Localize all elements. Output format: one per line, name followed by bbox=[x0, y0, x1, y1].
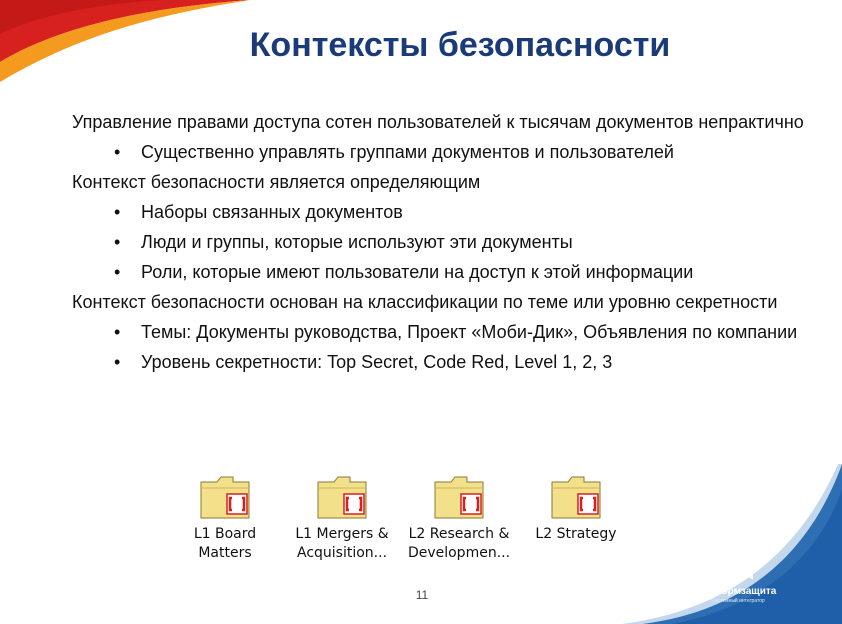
secured-folder-icon bbox=[550, 474, 602, 520]
bullet-item-level2 bbox=[72, 140, 812, 165]
bullet-item-level1: Контекст безопасности является определяющим bbox=[72, 172, 481, 192]
bullet-text: Уровень секретности: Top Secret, Code Red, Level 1, 2, 3 bbox=[141, 352, 613, 372]
bullet-item-level2 bbox=[72, 200, 812, 225]
bullet-text: Роли, которые имеют пользователи на доступ к этой информации bbox=[141, 262, 694, 282]
folder-item[interactable] bbox=[170, 474, 280, 563]
bullet-dot-icon: • bbox=[114, 352, 121, 372]
folder-item[interactable] bbox=[404, 474, 514, 563]
bullet-text: Существенно управлять группами документов и пользователей bbox=[141, 142, 674, 162]
bullet-dot-icon: • bbox=[114, 322, 121, 342]
secured-folder-icon bbox=[316, 474, 368, 520]
logo-name: Информзащита bbox=[699, 586, 777, 597]
logo-tagline: Системный интегратор bbox=[711, 598, 765, 604]
slide-body bbox=[72, 110, 812, 380]
slide-title: Контексты безопасности bbox=[249, 26, 671, 64]
bullet-item-level2 bbox=[72, 320, 812, 345]
bullet-text: Наборы связанных документов bbox=[141, 202, 403, 222]
folder-label: L1 Board bbox=[193, 526, 257, 542]
folder-label: Matters bbox=[198, 545, 252, 561]
folder-label: L2 Research & bbox=[408, 526, 510, 542]
folder-label: L2 Strategy bbox=[535, 526, 617, 542]
bullet-item-level1: Контекст безопасности основан на классификации по теме или уровню секретности bbox=[72, 292, 778, 312]
bullet-text: Люди и группы, которые используют эти документы bbox=[141, 232, 573, 252]
folder-label: L1 Mergers & bbox=[295, 526, 389, 542]
folder-label: Developmen... bbox=[407, 545, 511, 561]
page-number: 11 bbox=[415, 588, 429, 602]
folder-label: Acquisition... bbox=[296, 545, 388, 561]
bullet-dot-icon: • bbox=[114, 232, 121, 252]
secured-folder-icon bbox=[433, 474, 485, 520]
bullet-dot-icon: • bbox=[114, 262, 121, 282]
informzashita-logo-icon bbox=[718, 546, 758, 584]
folder-item[interactable] bbox=[521, 474, 631, 544]
company-logo bbox=[688, 546, 788, 604]
secured-folder-icon bbox=[199, 474, 251, 520]
bullet-item-level1: Управление правами доступа сотен пользователей к тысячам документов непрактично bbox=[72, 112, 804, 132]
folder-item[interactable] bbox=[287, 474, 397, 563]
bullet-text: Темы: Документы руководства, Проект «Моби-Дик», Объявления по компании bbox=[141, 322, 798, 342]
bullet-item-level2 bbox=[72, 230, 812, 255]
bullet-item-level2 bbox=[72, 260, 812, 285]
bullet-dot-icon: • bbox=[114, 202, 121, 222]
bullet-item-level2 bbox=[72, 350, 812, 375]
folder-row bbox=[190, 474, 640, 574]
bullet-dot-icon: • bbox=[114, 142, 121, 162]
